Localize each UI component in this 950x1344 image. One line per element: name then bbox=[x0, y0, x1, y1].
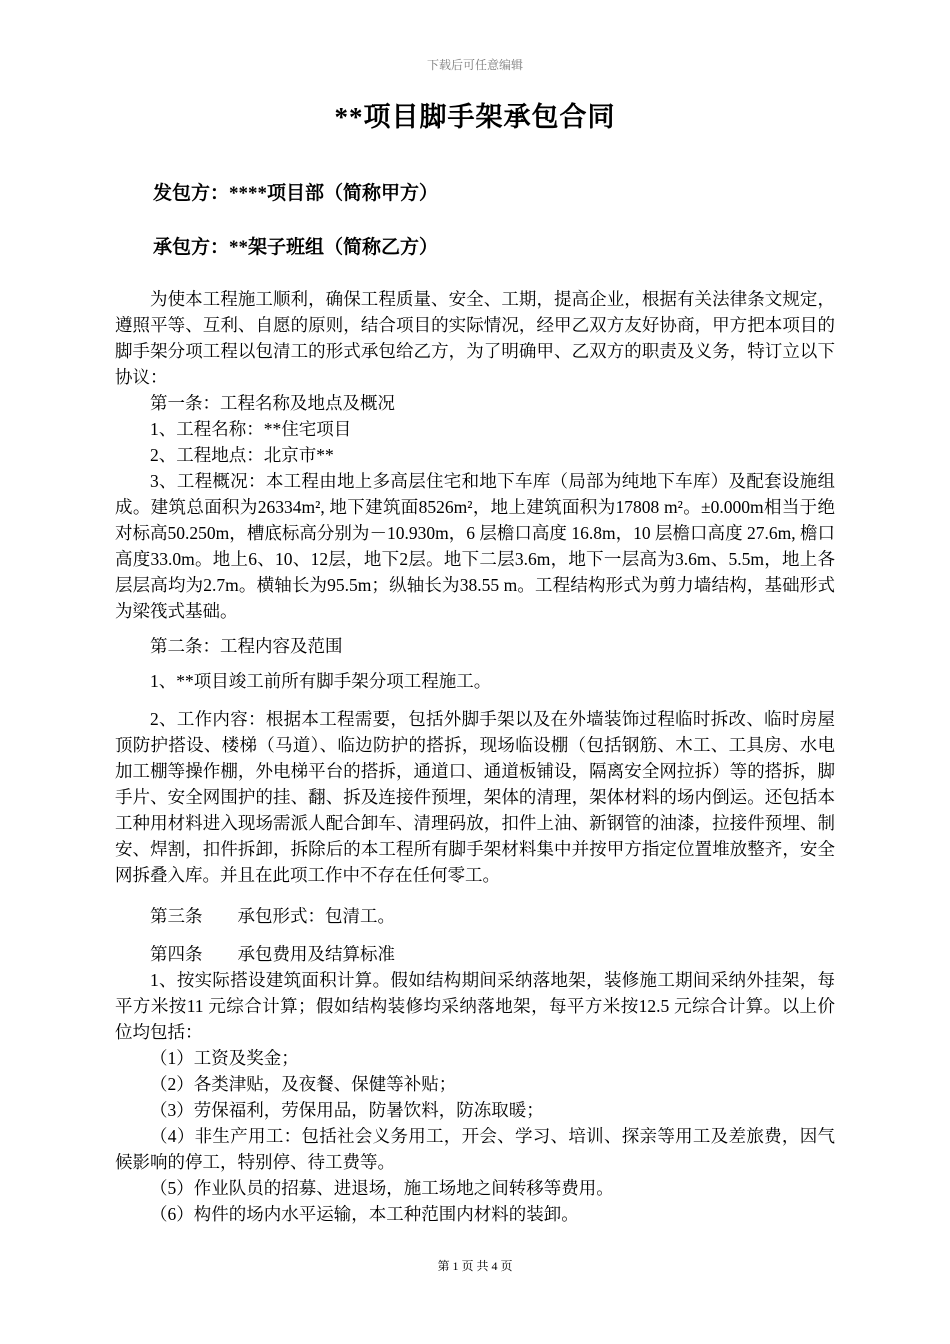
page-footer: 第 1 页 共 4 页 bbox=[437, 1259, 513, 1273]
clause-1-heading: 第一条：工程名称及地点及概况 bbox=[150, 393, 395, 413]
fee-list-item: （6）构件的场内水平运输，本工种范围内材料的装卸。 bbox=[150, 1204, 579, 1224]
clause-3-line: 第三条 承包形式：包清工。 bbox=[150, 906, 395, 926]
fee-list-item: （1）工资及奖金； bbox=[150, 1048, 299, 1068]
document-title: **项目脚手架承包合同 bbox=[334, 102, 616, 132]
clause-2-item-2: 2、工作内容：根据本工程需要，包括外脚手架以及在外墙装饰过程临时拆改、临时房屋顶防护搭设、楼梯（马道）、临边防护的搭拆，现场临设棚（包括钢筋、木工、工具房、水电加工棚等操作棚，外电梯平台的搭拆，通道口、通道板铺设，隔离安全网拉拆）等的搭拆，脚手片、安全网围护的挂、翻、拆及连接件预埋，架体的清理，架体材料的场内倒运。还包括本工种用材料进入现场需派人配合卸车、清理码放，扣件上油、新钢管的油漆，拉接件预埋、制安、焊割，扣件拆卸，拆除后的本工程所有脚手架材料集中并按甲方指定位置堆放整齐，安全网拆叠入库。并且在此项工作中不存在任何零工。 bbox=[115, 709, 835, 885]
fee-list-item: （5）作业队员的招募、进退场，施工场地之间转移等费用。 bbox=[150, 1178, 614, 1198]
clause-4-heading: 第四条 承包费用及结算标准 bbox=[150, 944, 395, 964]
clause-4-item-1: 1、按实际搭设建筑面积计算。假如结构期间采纳落地架，装修施工期间采纳外挂架，每平方米按11 元综合计算；假如结构装修均采纳落地架，每平方米按12.5 元综合计算。以上价位均包括： bbox=[115, 970, 835, 1042]
clause-1-item-1: 1、工程名称：**住宅项目 bbox=[150, 419, 352, 439]
intro-paragraph: 为使本工程施工顺利，确保工程质量、安全、工期，提高企业，根据有关法律条文规定，遵照平等、互利、自愿的原则，结合项目的实际情况，经甲乙双方友好协商，甲方把本项目的脚手架分项工程以包清工的形式承包给乙方，为了明确甲、乙双方的职责及义务，特订立以下协议： bbox=[115, 289, 835, 387]
header-note: 下载后可任意编辑 bbox=[426, 58, 523, 72]
fee-list-item: （3）劳保福利，劳保用品，防暑饮料，防冻取暖； bbox=[150, 1100, 544, 1120]
party-b-line: 承包方：**架子班组（简称乙方） bbox=[153, 237, 439, 258]
clause-1-item-2: 2、工程地点：北京市** bbox=[150, 445, 334, 465]
clause-2-heading: 第二条：工程内容及范围 bbox=[150, 636, 343, 656]
clause-2-item-1: 1、**项目竣工前所有脚手架分项工程施工。 bbox=[150, 671, 492, 691]
fee-list-item: （2）各类津贴，及夜餐、保健等补贴； bbox=[150, 1074, 457, 1094]
fee-list-item: （4）非生产用工：包括社会义务用工，开会、学习、培训、探亲等用工及差旅费，因气候影响的停工，特别停、待工费等。 bbox=[115, 1126, 835, 1172]
party-a-line: 发包方：****项目部（简称甲方） bbox=[153, 183, 439, 204]
clause-1-item-3: 3、工程概况：本工程由地上多高层住宅和地下车库（局部为纯地下车库）及配套设施组成。建筑总面积为26334m², 地下建筑面8526m²，地上建筑面积为17808 m²。±0.000m相当于绝对标高50.250m，槽底标高分别为－10.930m，6 层檐口高度 16.8m，10 层檐口高度 27.6m, 檐口高度33.0m。地上6、10、12层，地下2层。地下二层3.6m，地下一层高为3.6m、5.5m，地上各层层高均为2.7m。横轴长为95.5m；纵轴长为38.55 m。工程结构形式为剪力墙结构，基础形式为梁筏式基础。 bbox=[115, 471, 835, 621]
